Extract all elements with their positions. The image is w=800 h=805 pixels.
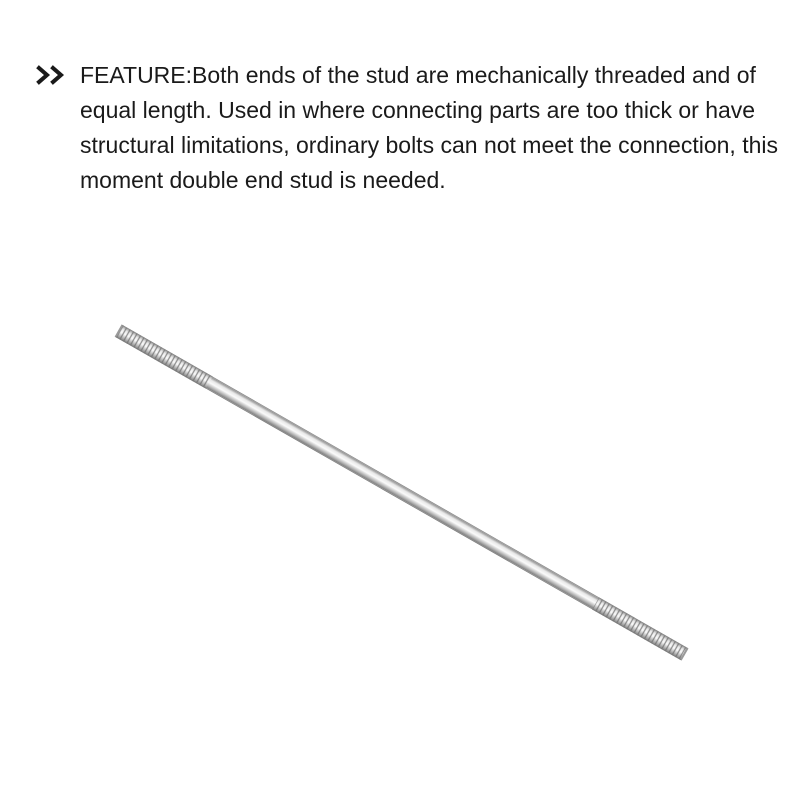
feature-text: FEATURE:Both ends of the stud are mechanically threaded and of equal length. Used in where connecting parts are too thick or have structural limitations, ordinary bolts can not meet the connection, this moment double end stud is needed. bbox=[80, 62, 779, 193]
